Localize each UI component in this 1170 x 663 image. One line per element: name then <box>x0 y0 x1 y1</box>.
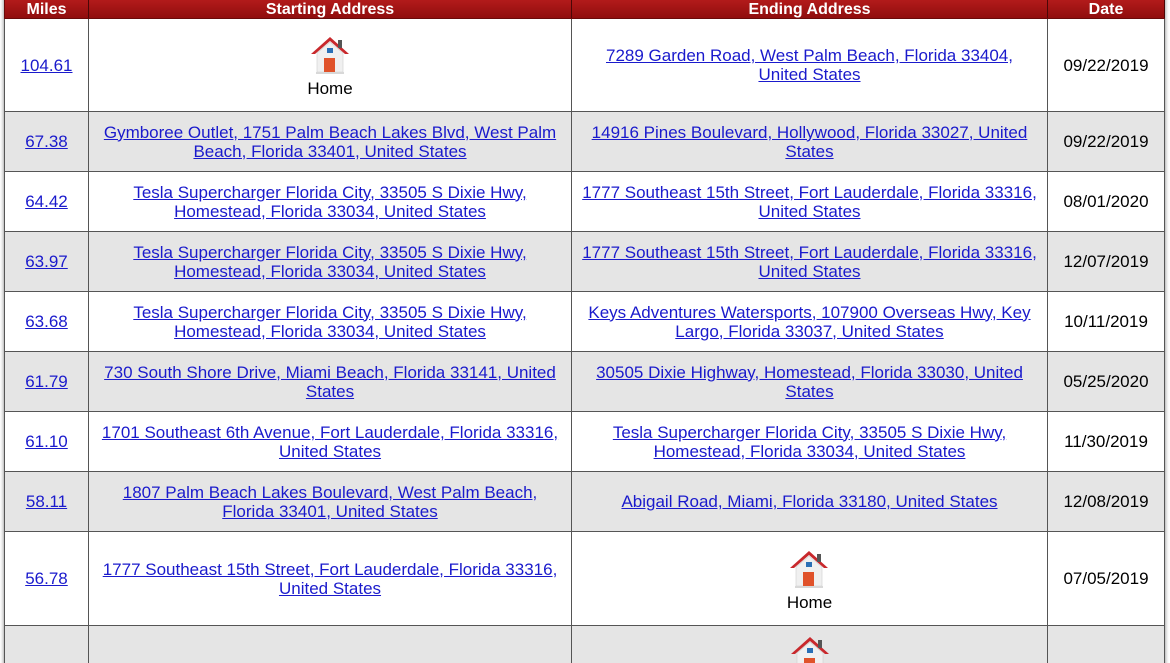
ending-address-link[interactable]: 30505 Dixie Highway, Homestead, Florida 33030, United States <box>596 362 1023 401</box>
starting-address-cell <box>89 472 572 532</box>
ending-address-link[interactable]: 1777 Southeast 15th Street, Fort Lauderdale, Florida 33316, United States <box>582 182 1037 221</box>
miles-cell <box>5 112 89 172</box>
miles-link[interactable]: 67.38 <box>25 132 68 151</box>
ending-address-cell <box>572 626 1048 663</box>
starting-address-cell <box>89 112 572 172</box>
miles-link[interactable]: 63.68 <box>25 312 68 331</box>
date-cell: 05/25/2020 <box>1048 352 1165 412</box>
ending-address-cell <box>572 172 1048 232</box>
house-icon <box>787 546 831 590</box>
table-header-row <box>5 0 1165 19</box>
starting-address-cell <box>89 352 572 412</box>
header-ending-address[interactable]: Ending Address <box>572 0 1048 19</box>
table-row <box>5 19 1165 112</box>
ending-address-link[interactable]: Abigail Road, Miami, Florida 33180, United States <box>621 492 998 511</box>
miles-cell <box>5 352 89 412</box>
miles-cell <box>5 172 89 232</box>
house-icon <box>308 32 352 76</box>
date-cell: 07/05/2019 <box>1048 532 1165 626</box>
home-label: Home <box>786 592 833 612</box>
starting-address-link[interactable]: 1807 Palm Beach Lakes Boulevard, West Palm Beach, Florida 33401, United States <box>122 482 538 521</box>
starting-address-cell <box>89 292 572 352</box>
header-date[interactable]: Date <box>1048 0 1165 19</box>
miles-cell <box>5 472 89 532</box>
home-label: Home <box>307 79 353 98</box>
ending-address-cell <box>572 472 1048 532</box>
starting-address-cell <box>89 232 572 292</box>
miles-link[interactable]: 56.78 <box>25 569 68 588</box>
ending-address-link[interactable]: 7289 Garden Road, West Palm Beach, Florida 33404, United States <box>606 46 1013 84</box>
starting-address-link[interactable]: Tesla Supercharger Florida City, 33505 S Dixie Hwy, Homestead, Florida 33034, United States <box>133 182 527 221</box>
starting-address-link[interactable]: 1701 Southeast 6th Avenue, Fort Lauderdale, Florida 33316, United States <box>101 422 559 461</box>
starting-address-link[interactable]: Gymboree Outlet, 1751 Palm Beach Lakes Blvd, West Palm Beach, Florida 33401, United States <box>103 122 557 161</box>
miles-link[interactable]: 104.61 <box>20 55 73 75</box>
ending-address-cell <box>572 532 1048 626</box>
trips-table <box>4 0 1165 663</box>
header-starting-address[interactable]: Starting Address <box>89 0 572 19</box>
miles-link[interactable]: 58.11 <box>25 492 68 511</box>
miles-link[interactable]: 61.79 <box>25 372 68 391</box>
miles-cell <box>5 292 89 352</box>
ending-address-link[interactable]: 14916 Pines Boulevard, Hollywood, Florida 33027, United States <box>591 122 1028 161</box>
table-row <box>5 626 1165 663</box>
house-icon <box>788 632 832 663</box>
table-row <box>5 412 1165 472</box>
ending-address-cell <box>572 19 1048 112</box>
starting-address-cell <box>89 626 572 663</box>
starting-address-cell <box>89 412 572 472</box>
miles-cell <box>5 232 89 292</box>
ending-address-cell <box>572 232 1048 292</box>
miles-cell <box>5 532 89 626</box>
starting-address-link[interactable]: Tesla Supercharger Florida City, 33505 S Dixie Hwy, Homestead, Florida 33034, United States <box>133 302 527 341</box>
date-cell: 11/30/2019 <box>1048 412 1165 472</box>
table-row <box>5 172 1165 232</box>
starting-address-link[interactable]: Tesla Supercharger Florida City, 33505 S Dixie Hwy, Homestead, Florida 33034, United States <box>133 242 527 281</box>
table-row <box>5 472 1165 532</box>
miles-cell <box>5 19 89 112</box>
home-marker <box>787 546 832 612</box>
date-cell: 12/08/2019 <box>1048 472 1165 532</box>
ending-address-cell <box>572 412 1048 472</box>
ending-address-link[interactable]: Keys Adventures Watersports, 107900 Overseas Hwy, Key Largo, Florida 33037, United States <box>588 302 1031 341</box>
table-row <box>5 112 1165 172</box>
ending-address-cell <box>572 292 1048 352</box>
miles-cell <box>5 626 89 663</box>
table-row <box>5 532 1165 626</box>
miles-link[interactable]: 64.42 <box>25 192 68 211</box>
starting-address-link[interactable]: 730 South Shore Drive, Miami Beach, Florida 33141, United States <box>104 362 556 401</box>
date-cell: 10/11/2019 <box>1048 292 1165 352</box>
trips-table-body <box>5 19 1165 663</box>
table-row <box>5 352 1165 412</box>
ending-address-link[interactable]: 1777 Southeast 15th Street, Fort Lauderdale, Florida 33316, United States <box>582 242 1037 281</box>
starting-address-link[interactable]: 1777 Southeast 15th Street, Fort Lauderdale, Florida 33316, United States <box>102 559 558 598</box>
starting-address-cell <box>89 172 572 232</box>
home-marker <box>788 632 832 663</box>
header-miles[interactable]: Miles <box>5 0 89 19</box>
miles-link[interactable]: 63.97 <box>25 252 68 271</box>
ending-address-link[interactable]: Tesla Supercharger Florida City, 33505 S Dixie Hwy, Homestead, Florida 33034, United States <box>612 422 1007 461</box>
date-cell: 08/01/2020 <box>1048 172 1165 232</box>
date-cell: 09/22/2019 <box>1048 112 1165 172</box>
ending-address-cell <box>572 112 1048 172</box>
date-cell <box>1048 626 1165 663</box>
date-cell: 09/22/2019 <box>1048 19 1165 112</box>
date-cell: 12/07/2019 <box>1048 232 1165 292</box>
table-row <box>5 292 1165 352</box>
miles-cell <box>5 412 89 472</box>
starting-address-cell <box>89 532 572 626</box>
starting-address-cell <box>89 19 572 112</box>
miles-link[interactable]: 61.10 <box>25 432 68 451</box>
table-row <box>5 232 1165 292</box>
ending-address-cell <box>572 352 1048 412</box>
home-marker <box>307 32 352 98</box>
